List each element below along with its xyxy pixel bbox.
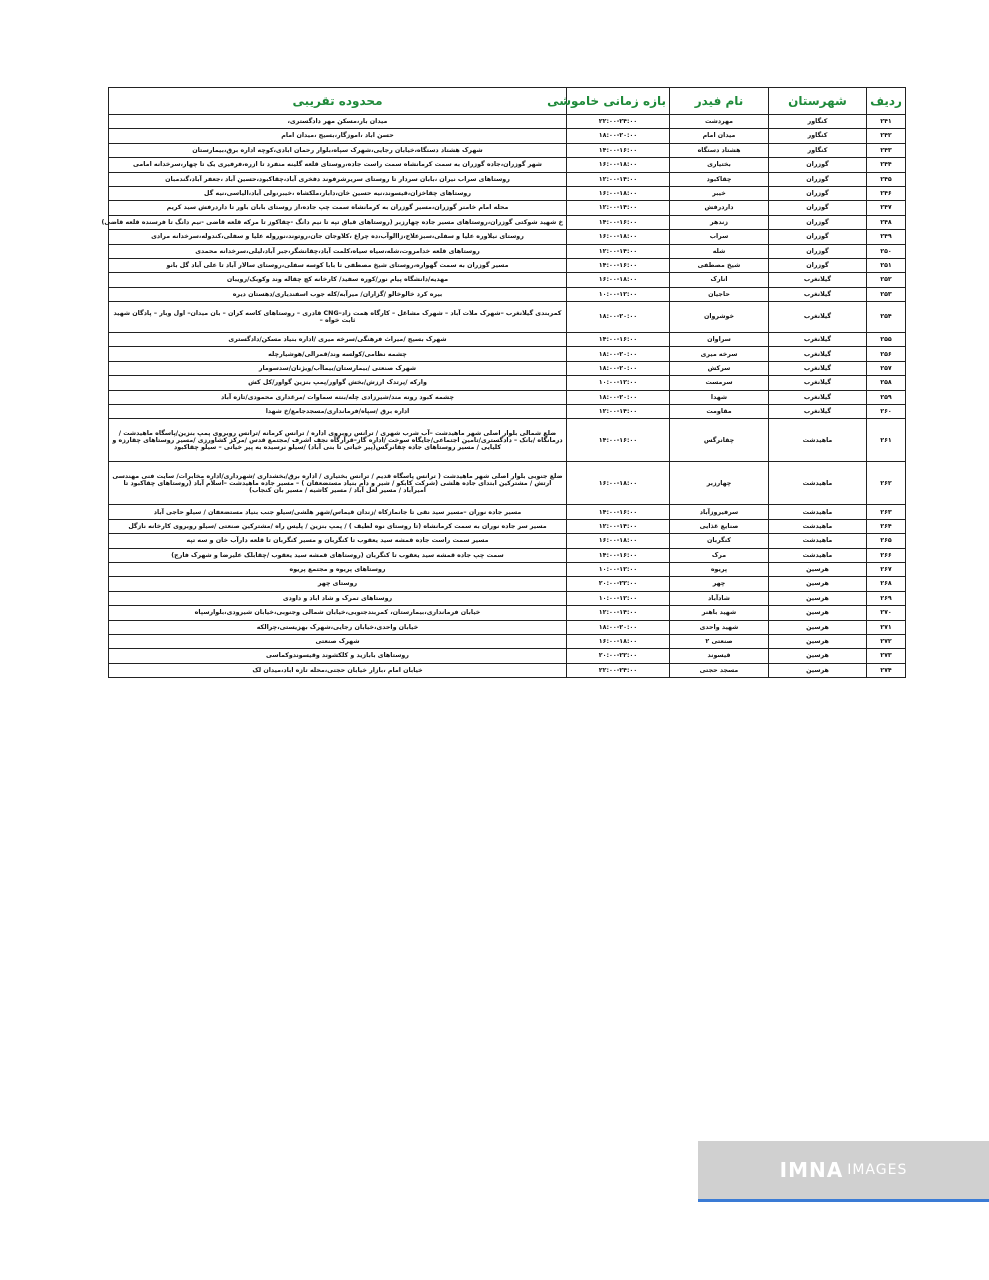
area-cell: میدان بار،مسکن مهر دادگستری، [109,115,567,129]
row-number-cell: ۲۶۳ [867,505,906,519]
table-row [109,405,906,419]
feeder-cell: سرفیروزآباد [670,505,769,519]
area-cell: خیابان امام ،بازار خیابان حجتی،محله تازه اباد،میدان لک [109,663,567,677]
feeder-cell: مرک [670,548,769,562]
row-number-cell: ۲۶۴ [867,519,906,533]
city-cell: ماهیدشت [769,519,867,533]
time-range-cell: ۲۲:۰۰-۲۴:۰۰ [567,115,670,129]
city-cell: گوزران [769,230,867,244]
area-cell: روستاهای سراب نیران ،بابان سردار تا روستای سریرشرفوند دفخری آباد،چقاکبود،حسین آباد ،جعفر آباد،گندمبان [109,172,567,186]
feeder-cell: چهارزبر [670,462,769,505]
row-number-cell: ۲۵۹ [867,390,906,404]
city-cell: هرسین [769,634,867,648]
city-cell: هرسین [769,663,867,677]
row-number-cell: ۲۴۷ [867,201,906,215]
area-cell: ضلع جنوبی بلوار اصلی شهر ماهیدشت ( ترانس پاسگاه قدیم / ترانس بختیاری / اداره برق/بخشداری /شهرداری/اداره مخابرات/ سایت فنی مهندسی ارتش / مشترکین ابتدای جاده هلشی (شرکت کابکو / شیر و دام بنیاد مستضعفان ) – مسیر جاده ماهیدشت –اسلام آباد (روستاهای چقاکبود تا امیرآباد / مسیر لعل آباد / مسیر کاشیه / مسیر بان کنجاب) [109,462,567,505]
feeder-cell: انارک [670,273,769,287]
row-number-cell: ۲۶۶ [867,548,906,562]
row-number-cell: ۲۴۵ [867,172,906,186]
feeder-cell: هشتاد دستگاه [670,143,769,157]
feeder-cell: سرخه میری [670,347,769,361]
city-cell: گیلانغرب [769,287,867,301]
city-cell: هرسین [769,620,867,634]
city-cell: کنگاور [769,143,867,157]
city-cell: کنگاور [769,129,867,143]
feeder-cell: پریوه [670,562,769,576]
city-cell: ماهیدشت [769,419,867,462]
time-range-cell: ۲۰:۰۰-۲۲:۰۰ [567,649,670,663]
table-row [109,620,906,634]
area-cell: خ شهید شوکتی گوزران،روستاهای مسیر جاده چهارزبر (روستاهای قباق تپه تا نیم دانگ -چقاکوز تا مرکه قلعه قاضی -نیم دانگ تا فرسنده قلعه قاضی) [109,215,567,229]
imna-watermark [698,1141,989,1202]
row-number-cell: ۲۵۸ [867,376,906,390]
time-range-cell: ۱۶:۰۰-۱۸:۰۰ [567,230,670,244]
area-cell: شهرک هشتاد دستگاه،خیابان رجایی،شهرک سپاه،بلوار رحمان ابادی،کوچه اداره برق،بیمارستان [109,143,567,157]
area-cell: روستاهای بابازید و کلکشوند وقیسوندوکماسی [109,649,567,663]
time-range-cell: ۱۴:۰۰-۱۶:۰۰ [567,215,670,229]
time-range-cell: ۱۶:۰۰-۱۸:۰۰ [567,273,670,287]
row-number-cell: ۲۴۱ [867,115,906,129]
row-number-cell: ۲۷۱ [867,620,906,634]
table-row [109,361,906,375]
feeder-cell: کنگربان [670,534,769,548]
time-range-cell: ۱۶:۰۰-۱۸:۰۰ [567,186,670,200]
time-range-cell: ۱۴:۰۰-۱۶:۰۰ [567,548,670,562]
row-number-cell: ۲۴۲ [867,129,906,143]
city-cell: گوزران [769,258,867,272]
time-range-cell: ۱۰:۰۰-۱۲:۰۰ [567,591,670,605]
feeder-cell: بختیاری [670,158,769,172]
city-cell: ماهیدشت [769,548,867,562]
city-cell: گیلانغرب [769,347,867,361]
row-number-cell: ۲۵۳ [867,287,906,301]
area-cell: مسیر گوزران به سمت گهواره،روستای شیخ مصطفی تا بابا کوسه سفلی،روستای سالار آباد تا علی آباد گل بانو [109,258,567,272]
row-number-cell: ۲۵۷ [867,361,906,375]
feeder-cell: داردرفش [670,201,769,215]
city-cell: گوزران [769,244,867,258]
city-cell: گیلانغرب [769,302,867,333]
feeder-cell: چقانرگس [670,419,769,462]
table-row [109,534,906,548]
city-cell: گوزران [769,215,867,229]
table-row [109,258,906,272]
table-row [109,519,906,533]
area-cell: محله امام خامنر گوزران،مسیر گوزران به کرمانشاه سمت چپ جاده،از روستای بابان باور تا داردرفش سید کریم [109,201,567,215]
area-cell: چشمه نظامی/کولسه وند/قمرالی/هوشیارچله [109,347,567,361]
table-row [109,462,906,505]
city-cell: گوزران [769,186,867,200]
row-number-cell: ۲۶۷ [867,562,906,576]
time-range-cell: ۱۸:۰۰-۲۰:۰۰ [567,620,670,634]
row-number-cell: ۲۴۸ [867,215,906,229]
time-range-cell: ۱۲:۰۰-۱۴:۰۰ [567,172,670,186]
time-range-cell: ۱۴:۰۰-۱۶:۰۰ [567,143,670,157]
header-area: محدوده تقریبی [109,88,567,115]
row-number-cell: ۲۶۲ [867,462,906,505]
time-range-cell: ۱۰:۰۰-۱۲:۰۰ [567,287,670,301]
city-cell: هرسین [769,606,867,620]
area-cell: روستای نیلاوره علیا و سفلی،سبزعلاج،زاالوآب،ده چراغ ،کلاوجان جان،روتوند،نوروله علیا و سفلی،کندوله،سرخدانه مرادی [109,230,567,244]
area-cell: شهرک صنعتی /بیمارستان/بیماآب/ویژنان/سدسومار [109,361,567,375]
time-range-cell: ۱۲:۰۰-۱۴:۰۰ [567,201,670,215]
area-cell: روستاهای قلعه خدامروت،شله،سیاه سیاه،کلمت آباد،چقانشگر،جبر آباد،لیلی،سرخدانه محمدی [109,244,567,258]
area-cell: شهر گوزران،جاده گوزران به سمت کرمانشاه سمت راست جاده،روستای قلعه گلینه منفرد تا ازره،فرفیری یک تا چهار،سرخدانه امامی [109,158,567,172]
city-cell: کنگاور [769,115,867,129]
time-range-cell: ۲۲:۰۰-۲۴:۰۰ [567,663,670,677]
time-range-cell: ۱۴:۰۰-۱۶:۰۰ [567,505,670,519]
imna-images-label: IMAGES [847,1162,908,1178]
feeder-cell: چهر [670,577,769,591]
time-range-cell: ۱۴:۰۰-۱۶:۰۰ [567,333,670,347]
area-cell: خیابان واحدی،خیابان رجایی،شهرک بهزیستی،چرالکه [109,620,567,634]
table-row [109,390,906,404]
feeder-cell: صنایع غذایی [670,519,769,533]
time-range-cell: ۱۸:۰۰-۲۰:۰۰ [567,129,670,143]
table-row [109,201,906,215]
feeder-cell: شهید واحدی [670,620,769,634]
feeder-cell: سرمست [670,376,769,390]
row-number-cell: ۲۶۸ [867,577,906,591]
city-cell: گوزران [769,172,867,186]
table-row [109,244,906,258]
table-row [109,158,906,172]
feeder-cell: مهردشت [670,115,769,129]
area-cell: وارکه /پرتدک ارزش/بخش گواور/پمپ بنزین گواور/کل کش [109,376,567,390]
feeder-cell: شهید باهنر [670,606,769,620]
table-row [109,663,906,677]
area-cell: روستاهای پریوه و مجتمع پریوه [109,562,567,576]
outage-table [101,87,906,678]
row-number-cell: ۲۶۱ [867,419,906,462]
area-cell: مسیر جاده نوران –مسیر سید نقی تا جانمازکاه /زندان قیماس/شهر هلشی/سیلو جنب بنیاد مستضعفان / سیلو حاجی آباد [109,505,567,519]
header-city: شهرستان [769,88,867,115]
time-range-cell: ۱۲:۰۰-۱۴:۰۰ [567,606,670,620]
table-row [109,505,906,519]
city-cell: ماهیدشت [769,505,867,519]
city-cell: گیلانغرب [769,405,867,419]
table-row [109,606,906,620]
city-cell: هرسین [769,562,867,576]
row-number-cell: ۲۷۴ [867,663,906,677]
header-row-number: ردیف [867,88,906,115]
time-range-cell: ۱۲:۰۰-۱۴:۰۰ [567,405,670,419]
city-cell: گوزران [769,201,867,215]
header-time: بازه زمانی خاموشی [567,88,670,115]
feeder-cell: سرکش [670,361,769,375]
table-row [109,562,906,576]
area-cell: شهرک صنعتی [109,634,567,648]
table-row [109,419,906,462]
time-range-cell: ۱۶:۰۰-۱۸:۰۰ [567,634,670,648]
table-row [109,333,906,347]
time-range-cell: ۱۸:۰۰-۲۰:۰۰ [567,347,670,361]
row-number-cell: ۲۴۶ [867,186,906,200]
area-cell: سمت چپ جاده قمشه سید یعقوب تا کنگربان (روستاهای قمشه سید یعقوب /چقابلک علیرضا و شهرک فارج) [109,548,567,562]
feeder-cell: شهدا [670,390,769,404]
time-range-cell: ۲۰:۰۰-۲۲:۰۰ [567,577,670,591]
table-row [109,634,906,648]
time-range-cell: ۱۶:۰۰-۱۸:۰۰ [567,462,670,505]
row-number-cell: ۲۶۵ [867,534,906,548]
table-row [109,186,906,200]
feeder-cell: شادآباد [670,591,769,605]
table-row [109,548,906,562]
time-range-cell: ۱۶:۰۰-۱۸:۰۰ [567,158,670,172]
row-number-cell: ۲۷۲ [867,634,906,648]
time-range-cell: ۱۶:۰۰-۱۸:۰۰ [567,534,670,548]
feeder-cell: سراب [670,230,769,244]
city-cell: گوزران [769,158,867,172]
table-row [109,347,906,361]
city-cell: گیلانغرب [769,390,867,404]
area-cell: چشمه کبود رونه مند/شیرزادی چله/بنته سماوات /مرغداری محمودی/تازه آباد [109,390,567,404]
table-row [109,172,906,186]
table-row [109,230,906,244]
area-cell: مسیر سمت راست جاده قمشه سید یعقوب تا کنگربان و مسیر کنگربان تا قلعه دارآب خان و سه تپه [109,534,567,548]
area-cell: کمربندی گیلانغرب –شهرک ملات آباد – شهرک مشاغل – کارگاه همت زاد–CNG قادری – روستاهای کاسه کران – بان میدان– اول وبار – پادگان شهید ثابت خواه – [109,302,567,333]
city-cell: گیلانغرب [769,376,867,390]
feeder-cell: خوشروان [670,302,769,333]
row-number-cell: ۲۵۶ [867,347,906,361]
city-cell: ماهیدشت [769,534,867,548]
time-range-cell: ۱۸:۰۰-۲۰:۰۰ [567,390,670,404]
row-number-cell: ۲۴۴ [867,158,906,172]
table-row [109,273,906,287]
feeder-cell: میدان امام [670,129,769,143]
time-range-cell: ۱۰:۰۰-۱۲:۰۰ [567,562,670,576]
time-range-cell: ۱۴:۰۰-۱۶:۰۰ [567,419,670,462]
city-cell: گیلانغرب [769,273,867,287]
row-number-cell: ۲۴۳ [867,143,906,157]
row-number-cell: ۲۷۰ [867,606,906,620]
time-range-cell: ۱۴:۰۰-۱۶:۰۰ [567,258,670,272]
row-number-cell: ۲۴۹ [867,230,906,244]
table-row [109,302,906,333]
city-cell: هرسین [769,649,867,663]
area-cell: خیابان فرمانداری،بیمارستان، کمربندجنوبی،خیابان شمالی وجنوبی،خیابان شیرودی،بلوارسپاه [109,606,567,620]
row-number-cell: ۲۵۰ [867,244,906,258]
table-row [109,591,906,605]
area-cell: اداره برق /سپاه/فرمانداری/مسجدجامع/خ شهدا [109,405,567,419]
table-row [109,577,906,591]
area-cell: روستاهای تمرک و شاد اباد و داودی [109,591,567,605]
row-number-cell: ۲۵۴ [867,302,906,333]
feeder-cell: سراوان [670,333,769,347]
feeder-cell: مسجد حجتی [670,663,769,677]
feeder-cell: شیخ مصطفی [670,258,769,272]
area-cell: حسن اباد ،اموزگار،بسیج ،میدان امام [109,129,567,143]
area-cell: مهدیه/دانشگاه پیام نور/کوره سفید/ کارخانه کچ چقاله وند وکوبک/رویبان [109,273,567,287]
feeder-cell: شله [670,244,769,258]
time-range-cell: ۱۲:۰۰-۱۴:۰۰ [567,519,670,533]
city-cell: گیلانغرب [769,361,867,375]
header-row [109,88,906,115]
row-number-cell: ۲۵۵ [867,333,906,347]
row-number-cell: ۲۵۲ [867,273,906,287]
area-cell: بیره کرد خالوخالو /گزاران/ میرآبه/کله جوب اسفندیاری/دهستان دیره [109,287,567,301]
table-row [109,115,906,129]
row-number-cell: ۲۶۰ [867,405,906,419]
table-row [109,129,906,143]
feeder-cell: چقاکبود [670,172,769,186]
table-row [109,649,906,663]
table-row [109,287,906,301]
row-number-cell: ۲۵۱ [867,258,906,272]
table-row [109,215,906,229]
city-cell: ماهیدشت [769,462,867,505]
row-number-cell: ۲۷۳ [867,649,906,663]
header-feeder: نام فیدر [670,88,769,115]
city-cell: گیلانغرب [769,333,867,347]
city-cell: هرسین [769,591,867,605]
feeder-cell: خیبر [670,186,769,200]
table-row [109,376,906,390]
area-cell: مسیر سر جاده نوران به سمت کرمانشاه (تا روستای نوه لطیف ) / پمپ بنزین / پلیس راه /مشترکین صنعتی /سیلو روبروی کارخانه نازگل [109,519,567,533]
imna-logo: IMNA [779,1158,844,1182]
feeder-cell: حاجیان [670,287,769,301]
feeder-cell: قیسوند [670,649,769,663]
time-range-cell: ۱۸:۰۰-۲۰:۰۰ [567,361,670,375]
feeder-cell: صنعتی ۲ [670,634,769,648]
area-cell: ضلع شمالی بلوار اصلی شهر ماهیدشت –آب شرب شهری / ترانس روبروی اداره / ترانس کرمانه /ترانس روبروی پمپ بنزین/پاسگاه ماهیدشت / درمانگاه /بانک – دادگستری/تامین اجتماعی/جایگاه سوخت /اداره گاز–قرارگاه نجف اشرف /مجتمع قدس /مرکز کشاورزی /مسیر روستاهای چقارزه و کلیایی / مسیر روستاهای جاده چقانرگس(پیر خیاتی تا بنی آباد) /سیلو نرسیده به پیر خیاتی – سیلو چقاکبود [109,419,567,462]
city-cell: هرسین [769,577,867,591]
feeder-cell: زندهر [670,215,769,229]
time-range-cell: ۱۰:۰۰-۱۲:۰۰ [567,376,670,390]
outage-schedule-sheet [101,87,905,678]
row-number-cell: ۲۶۹ [867,591,906,605]
table-row [109,143,906,157]
area-cell: شهرک بسیج /میراث فرهنگی/سرخه میری /اداره بنیاد مسکن/دادگستری [109,333,567,347]
time-range-cell: ۱۸:۰۰-۲۰:۰۰ [567,302,670,333]
area-cell: روستای چهر [109,577,567,591]
feeder-cell: مقاومت [670,405,769,419]
time-range-cell: ۱۲:۰۰-۱۴:۰۰ [567,244,670,258]
area-cell: روستاهای چقاخزان،قیسوند،نیه حسین خان،دابار،ملکشاه ،خیبر،ولی آباد،الیاسی،نیه گل [109,186,567,200]
